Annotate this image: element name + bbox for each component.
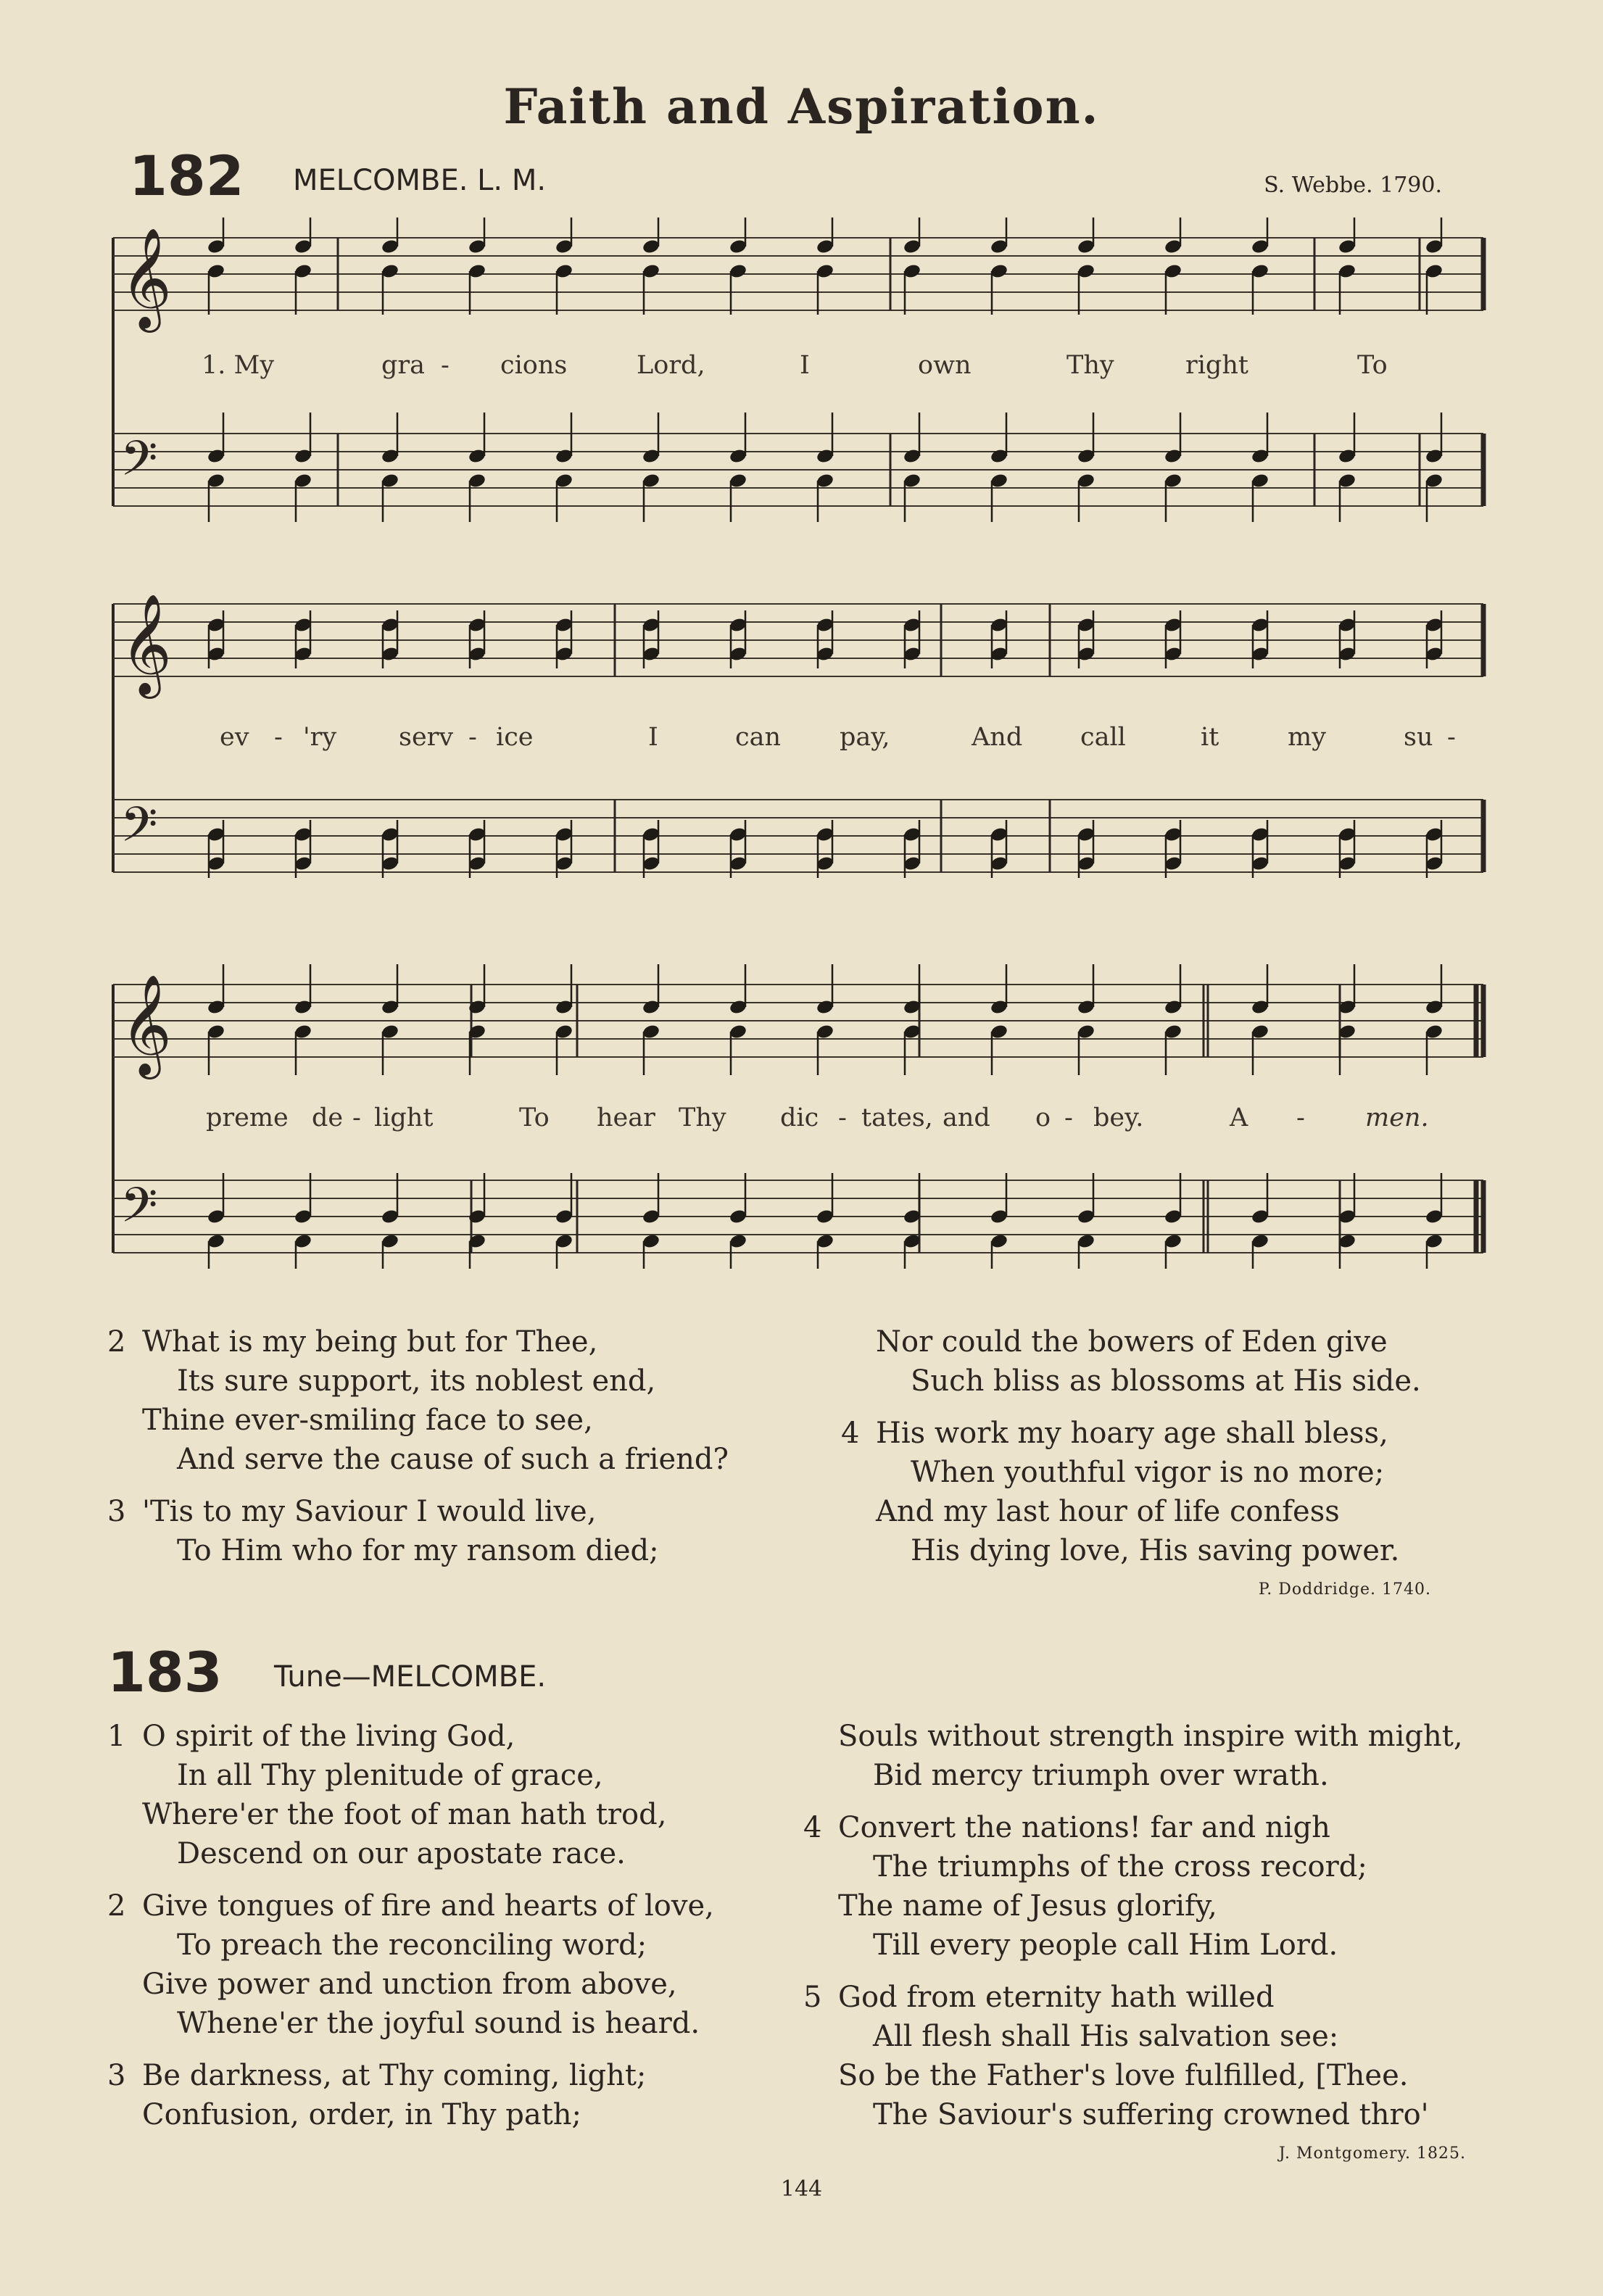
verse-line: And serve the cause of such a friend?	[177, 1443, 729, 1476]
lyric-syllable: men.	[1365, 1103, 1429, 1132]
music-system-3	[107, 964, 1492, 1269]
lyric-syllable: ice	[496, 723, 534, 752]
hymn183-right-column	[803, 1717, 1499, 2173]
lyric-syllable: dic	[780, 1103, 819, 1132]
verse-number: 2	[107, 1889, 126, 1923]
verse-line: Where'er the foot of man hath trod,	[142, 1798, 667, 1831]
lyric-syllable: -	[274, 723, 283, 752]
lyric-syllable: -	[1447, 723, 1456, 752]
page-number: 144	[780, 2176, 823, 2202]
lyric-syllable: -	[838, 1103, 847, 1132]
verse-line: The triumphs of the cross record;	[873, 1850, 1367, 1883]
lyric-syllable: -	[1064, 1103, 1073, 1132]
lyric-syllable: light	[374, 1103, 434, 1132]
verse-line: Thine ever-smiling face to see,	[142, 1404, 593, 1437]
lyric-syllable: And	[972, 723, 1023, 752]
verse-line: Be darkness, at Thy coming, light;	[142, 2059, 647, 2092]
lyric-syllable: preme	[206, 1103, 289, 1132]
tune-title-182: MELCOMBE. L. M.	[293, 164, 547, 197]
hymn-number-182: 182	[129, 144, 244, 208]
lyric-syllable: serv	[399, 723, 454, 752]
verse-number: 2	[107, 1325, 126, 1359]
verse-line: Whene'er the joyful sound is heard.	[177, 2007, 700, 2040]
hymn182-right-column	[841, 1322, 1465, 1609]
verse-3	[107, 1492, 803, 1570]
lyric-syllable: Thy	[1066, 351, 1114, 380]
verse-4	[841, 1414, 1465, 1570]
verse-line: 'Tis to my Saviour I would live,	[142, 1495, 597, 1528]
verse-1	[107, 1717, 818, 1873]
verse-number: 3	[107, 2059, 126, 2092]
verse-line: Convert the nations! far and nigh	[838, 1811, 1330, 1844]
lyric-syllable: pay,	[840, 723, 890, 752]
verse-line: Descend on our apostate race.	[177, 1837, 626, 1870]
lyric-syllable: gra	[381, 351, 426, 380]
lyric-syllable: Thy	[679, 1103, 726, 1132]
verse-line: O spirit of the living God,	[142, 1720, 515, 1753]
lyric-syllable: 1. My	[202, 351, 275, 380]
verse-line: Give tongues of fire and hearts of love,	[142, 1889, 714, 1923]
lyric-syllable: -	[441, 351, 450, 380]
verse-5	[803, 1978, 1499, 2134]
verse-line: His dying love, His saving power.	[911, 1534, 1400, 1567]
lyric-syllable: and	[943, 1103, 990, 1132]
verse-line: Nor could the bowers of Eden give	[876, 1325, 1388, 1359]
verse-line: Bid mercy triumph over wrath.	[873, 1759, 1329, 1792]
verse-line: Till every people call Him Lord.	[873, 1928, 1338, 1962]
verse-line: The Saviour's suffering crowned thro'	[873, 2098, 1429, 2131]
verse-line: Give power and unction from above,	[142, 1968, 677, 2001]
lyric-syllable: -	[1296, 1103, 1305, 1132]
section-title: Faith and Aspiration.	[503, 78, 1100, 135]
lyric-syllable: I	[800, 351, 810, 380]
verse-3	[107, 2056, 818, 2134]
verse-line: His work my hoary age shall bless,	[876, 1417, 1388, 1450]
verse-line: All flesh shall His salvation see:	[873, 2020, 1339, 2053]
verse-line: To preach the reconciling word;	[177, 1928, 647, 1962]
verse-line: Souls without strength inspire with might,	[838, 1720, 1463, 1753]
lyric-syllable: tates,	[861, 1103, 933, 1132]
verse-line: Confusion, order, in Thy path;	[142, 2098, 582, 2131]
hymn-number-183: 183	[107, 1640, 223, 1704]
verse-number: 4	[803, 1811, 822, 1844]
lyric-syllable: right	[1185, 351, 1248, 380]
author-attribution-182: P. Doddridge. 1740.	[1258, 1580, 1431, 1599]
hymn183-left-column	[107, 1717, 818, 2134]
verse-2	[107, 1886, 818, 2043]
lyric-syllable: can	[735, 723, 782, 752]
verse-number: 4	[841, 1417, 860, 1450]
lyric-syllable: my	[1288, 723, 1326, 752]
lyric-syllable: de	[312, 1103, 344, 1132]
verse-line: What is my being but for Thee,	[142, 1325, 598, 1359]
verse-line: To Him who for my ransom died;	[177, 1534, 659, 1567]
verse-line: In all Thy plenitude of grace,	[177, 1759, 603, 1792]
treble-clef-icon: 𝄞	[120, 228, 172, 328]
lyric-syllable: bey.	[1093, 1103, 1144, 1132]
lyric-syllable: A	[1230, 1103, 1248, 1132]
verse-line: Its sure support, its noblest end,	[177, 1364, 656, 1398]
lyric-syllable: 'ry	[303, 723, 337, 752]
bass-clef-icon: 𝄢	[120, 431, 158, 498]
lyric-syllable: ev	[220, 723, 249, 752]
verse-number: 3	[107, 1495, 126, 1528]
author-attribution-183: J. Montgomery. 1825.	[1278, 2144, 1466, 2163]
lyric-syllable: Lord,	[637, 351, 705, 380]
verse-line: And my last hour of life confess	[876, 1495, 1340, 1528]
verse-number: 5	[803, 1981, 822, 2014]
verse-line: The name of Jesus glorify,	[838, 1889, 1217, 1923]
lyric-syllable: su	[1404, 723, 1433, 752]
lyric-syllable: it	[1201, 723, 1219, 752]
lyric-syllable: own	[918, 351, 972, 380]
verse-line: God from eternity hath willed	[838, 1981, 1275, 2014]
treble-clef-icon: 𝄞	[120, 594, 172, 695]
music-system-1	[107, 217, 1492, 522]
treble-clef-icon: 𝄞	[120, 974, 172, 1075]
lyric-syllable: -	[352, 1103, 361, 1132]
lyric-syllable: hear	[597, 1103, 655, 1132]
lyric-syllable: call	[1080, 723, 1126, 752]
lyric-syllable: o	[1035, 1103, 1051, 1132]
hymn182-left-column	[107, 1322, 803, 1570]
lyric-syllable: -	[468, 723, 477, 752]
composer: S. Webbe. 1790.	[1264, 173, 1442, 198]
tune-title-183: Tune—MELCOMBE.	[274, 1660, 547, 1694]
verse-4	[803, 1808, 1499, 1965]
verse-2	[107, 1322, 803, 1479]
lyric-syllable: cions	[500, 351, 568, 380]
lyric-syllable: I	[648, 723, 658, 752]
music-system-2	[107, 584, 1492, 888]
verse-number: 1	[107, 1720, 126, 1753]
lyric-syllable: To	[1357, 351, 1388, 380]
bass-clef-icon: 𝄢	[120, 797, 158, 864]
verse-line: Such bliss as blossoms at His side.	[911, 1364, 1421, 1398]
lyric-syllable: To	[519, 1103, 550, 1132]
verse-line: When youthful vigor is no more;	[911, 1456, 1385, 1489]
verse-line: So be the Father's love fulfilled, [Thee.	[838, 2059, 1409, 2092]
bass-clef-icon: 𝄢	[120, 1177, 158, 1245]
